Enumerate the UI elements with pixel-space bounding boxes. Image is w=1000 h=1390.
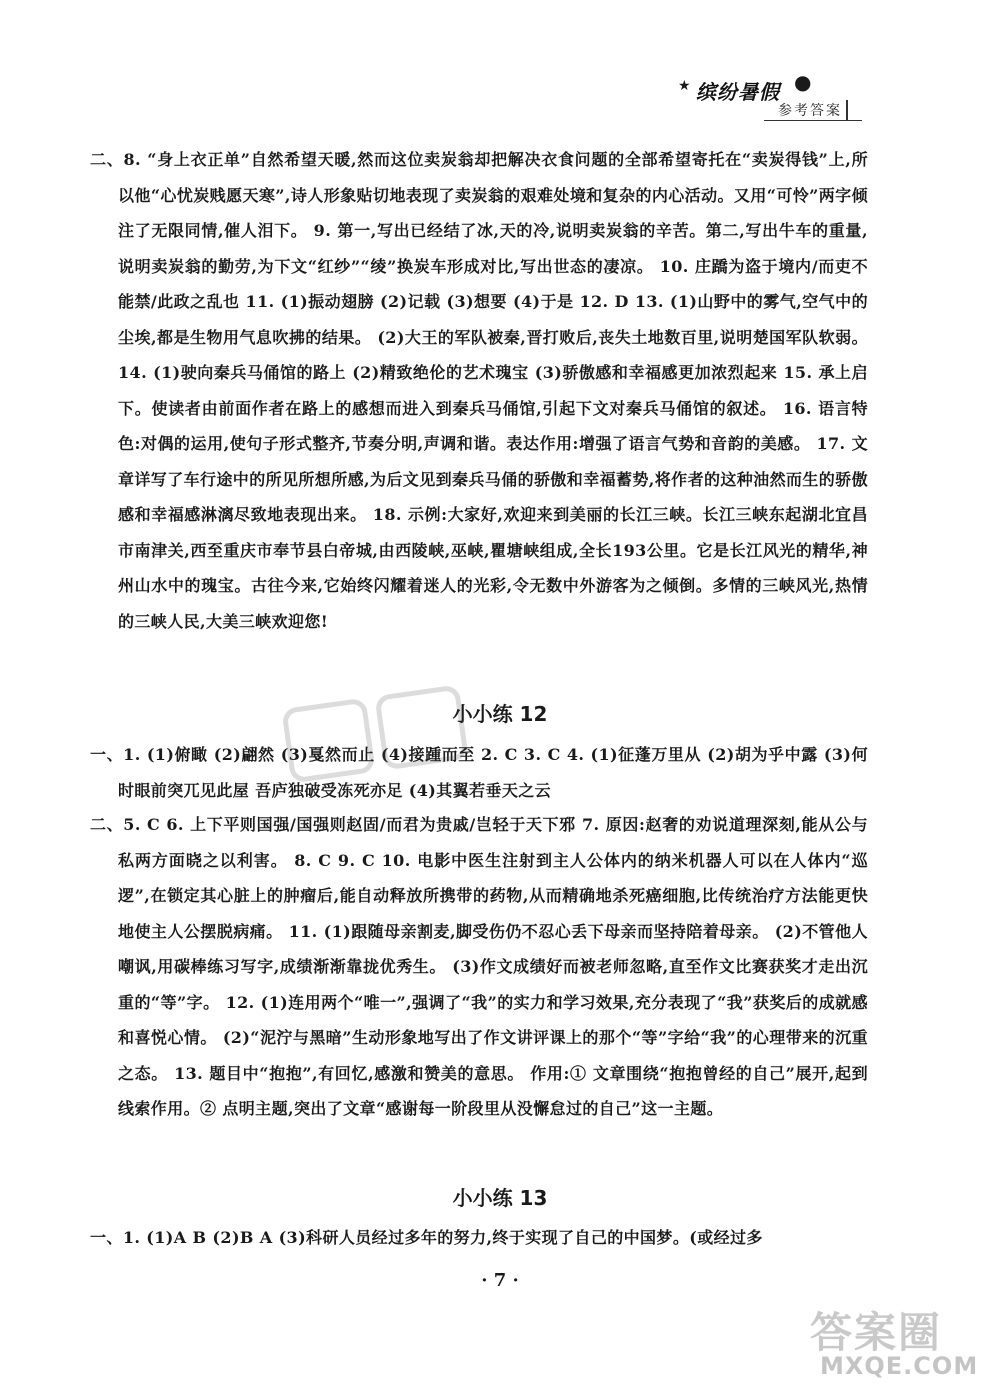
answer-block-part2-12 [90, 807, 868, 1127]
dot-icon: ● [794, 70, 812, 94]
section-title-12: 小小练 12 [452, 702, 548, 726]
book-title: 缤纷暑假 [696, 80, 780, 104]
section-lead: 一、 [90, 745, 124, 764]
section-lead: 二、 [90, 150, 124, 169]
answer-block-part1-13 [90, 1220, 868, 1256]
answer-text: 8. “身上衣正单”自然希望天暖,然而这位卖炭翁却把解决衣食问题的全部希望寄托在“卖炭得钱”上,所以他“心忧炭贱愿天寒”,诗人形象贴切地表现了卖炭翁的艰难处境和复杂的内心活动。又用“可怜”两字倾注了无限同情,催人泪下。 9. 第一,写出已经结了冰,天的冷,说明卖炭翁的辛苦。第二,写出牛车的重量,说明卖炭翁的勤劳,为下文“红纱”“绫”换炭车形成对比,写出世态的凄凉。 10. 庄蹻为盗于境内/而吏不能禁/此政之乱也 11. (1)振动翅膀 (2)记载 (3)想要 (4)于是 12. D 13. (1)山野中的雾气,空气中的尘埃,都是生物用气息吹拂的结果。 (2)大王的军队被秦,晋打败后,丧失土地数百里,说明楚国军队软弱。 14. (1)驶向秦兵马俑馆的路上 (2)精致绝伦的艺术瑰宝 (3)骄傲感和幸福感更加浓烈起来 15. 承上启下。使读者由前面作者在路上的感想而进入到秦兵马俑馆,引起下文对秦兵马俑馆的叙述。 16. 语言特色:对偶的运用,使句子形式整齐,节奏分明,声调和谐。表达作用:增强了语言气势和音韵的美感。 17. 文章详写了车行途中的所见所想所感,为后文见到秦兵马俑的骄傲和幸福蓄势,将作者的这种油然而生的骄傲感和幸福感淋漓尽致地表现出来。 18. 示例:大家好,欢迎来到美丽的长江三峡。长江三峡东起湖北宜昌市南津关,西至重庆市奉节县白帝城,由西陵峡,巫峡,瞿塘峡组成,全长193公里。它是长江风光的精华,神州山水中的瑰宝。古往今来,它始终闪耀着迷人的光彩,令无数中外游客为之倾倒。多情的三峡风光,热情的三峡人民,大美三峡欢迎您! [118, 150, 868, 631]
answer-block-part2-a [90, 142, 868, 639]
watermark-site [810, 1300, 986, 1382]
star-icon: ★ [678, 78, 691, 94]
answer-block-part1-12 [90, 737, 868, 808]
section-title-13: 小小练 13 [452, 1186, 548, 1210]
watermark-url: MXQE.COM [820, 1352, 979, 1380]
book-subtitle: 参考答案 [778, 100, 848, 120]
answer-text: 1. (1)A B (2)B A (3)科研人员经过多年的努力,终于实现了自己的中国梦。(或经过多 [122, 1228, 763, 1247]
header-logo [678, 70, 868, 124]
watermark-logo: 答案圈 [810, 1308, 943, 1357]
answer-text: 5. C 6. 上下平则国强/国强则赵固/而君为贵戚/岂轻于天下邪 7. 原因:赵奢的劝说道理深刻,能从公与私两方面晓之以利害。 8. C 9. C 10. 电影中医生注射到主人公体内的纳米机器人可以在人体内“巡逻”,在锁定其心脏上的肿瘤后,能自动释放所携带的药物,从而精确地杀死癌细胞,比传统治疗方法能更快地使主人公摆脱病痛。 11. (1)跟随母亲割麦,脚受伤仍不忍心丢下母亲而坚持陪着母亲。 (2)不管他人嘲讽,用碳棒练习写字,成绩渐渐靠拢优秀生。 (3)作文成绩好而被老师忽略,直至作文比赛获奖才走出沉重的“等”字。 12. (1)连用两个“唯一”,强调了“我”的实力和学习效果,充分表现了“我”获奖后的成就感和喜悦心情。 (2)“泥泞与黑暗”生动形象地写出了作文讲评课上的那个“等”字给“我”的心理带来的沉重之态。 13. 题目中“抱抱”,有回忆,感激和赞美的意思。 作用:① 文章围绕“抱抱曾经的自己”展开,起到线索作用。② 点明主题,突出了文章“感谢每一阶段里从没懈怠过的自己”这一主题。 [118, 815, 868, 1118]
section-lead: 一、 [90, 1228, 123, 1247]
page-number: · 7 · [481, 1270, 519, 1291]
answer-text: 1. (1)俯瞰 (2)翩然 (3)戛然而止 (4)接踵而至 2. C 3. C 4. (1)征蓬万里从 (2)胡为乎中露 (3)何时眼前突兀见此屋 吾庐独破受冻死亦足 (4)其翼若垂天之云 [118, 745, 868, 800]
section-lead: 二、 [90, 815, 124, 834]
header-rule [764, 120, 862, 121]
